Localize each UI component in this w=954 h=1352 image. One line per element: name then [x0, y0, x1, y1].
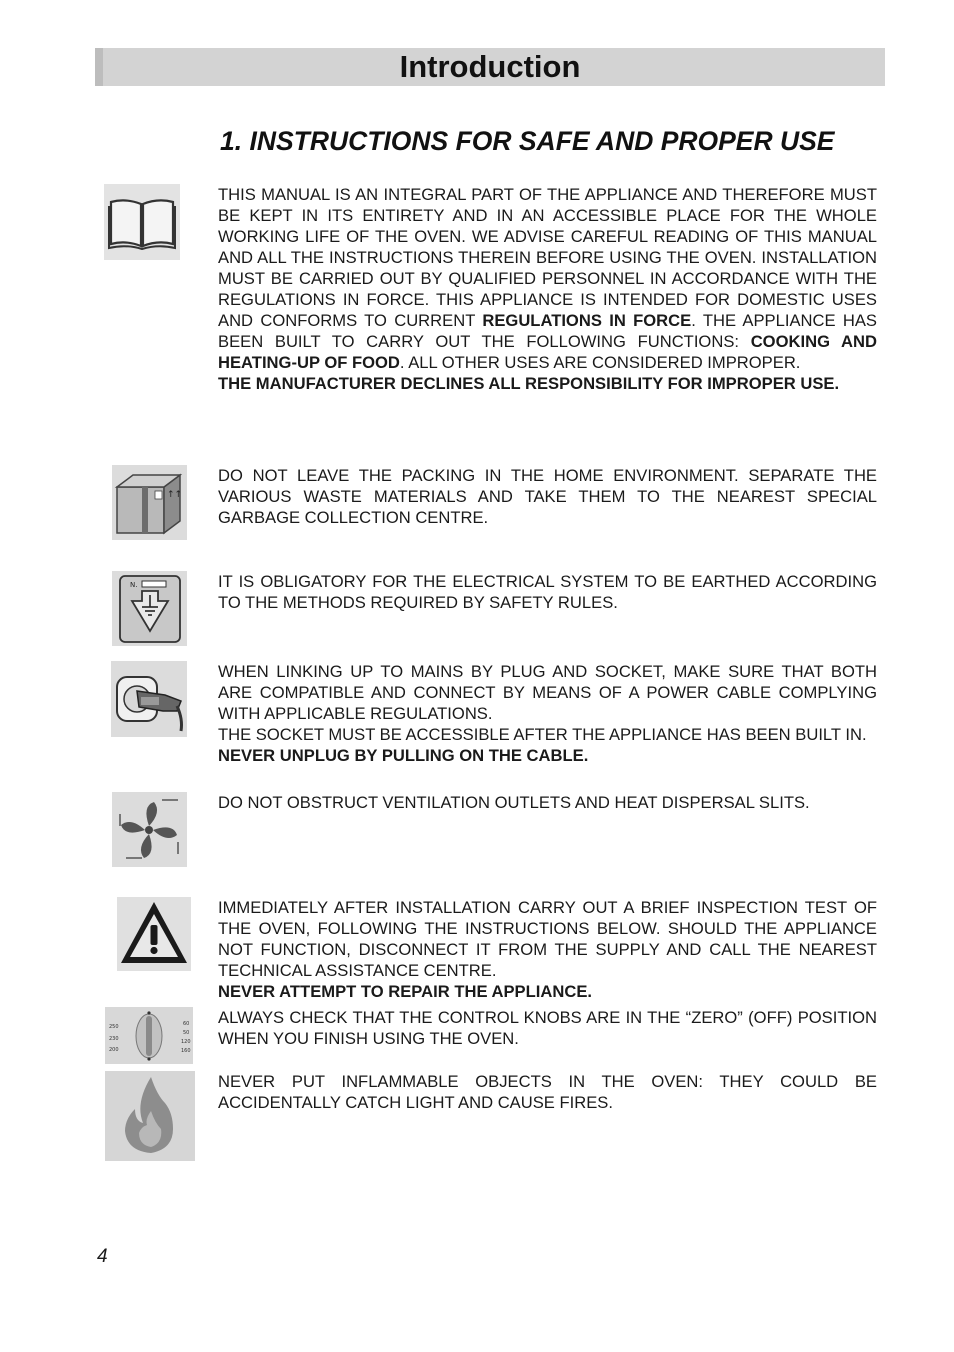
- header-bar: [95, 48, 885, 86]
- fire-paragraph: [218, 1071, 877, 1113]
- plug-socket-icon: [111, 661, 187, 737]
- knob-scale-right-1: 60: [183, 1021, 190, 1027]
- inspection-warning: NEVER ATTEMPT TO REPAIR THE APPLIANCE.: [218, 982, 592, 1001]
- packing-paragraph: [218, 465, 877, 528]
- open-book-icon: [104, 184, 180, 260]
- knob-scale-right-4: 160: [181, 1048, 191, 1054]
- knob-scale-right-3: 120: [181, 1039, 191, 1045]
- page-title: Introduction: [399, 49, 581, 84]
- plug-paragraph: [218, 661, 877, 766]
- knob-scale-left-2: 230: [109, 1036, 119, 1042]
- manual-text-3: . ALL OTHER USES ARE CONSIDERED IMPROPER.: [399, 353, 801, 372]
- plug-text-1: WHEN LINKING UP TO MAINS BY PLUG AND SOCKET, MAKE SURE THAT BOTH ARE COMPATIBLE AND CONNECT BY MEANS OF A POWER CABLE COMPLYING WITH APPLICABLE REGULATIONS.: [218, 662, 877, 723]
- warning-triangle-icon: [117, 897, 191, 971]
- manual-text-1: THIS MANUAL IS AN INTEGRAL PART OF THE APPLIANCE AND THEREFORE MUST BE KEPT IN ITS ENTIRETY AND IN AN ACCESSIBLE PLACE FOR THE WHOLE WORKING LIFE OF THE OVEN. WE ADVISE CAREFUL READING OF THIS MANUAL AND ALL THE INSTRUCTIONS THEREIN BEFORE USING THE OVEN. INSTALLATION MUST BE CARRIED OUT BY QUALIFIED PERSONNEL IN ACCORDANCE WITH THE REGULATIONS IN FORCE. THIS APPLIANCE IS INTENDED FOR DOMESTIC USES AND CONFORMS TO CURRENT: [218, 185, 877, 330]
- manual-bold-1: REGULATIONS IN FORCE: [482, 311, 692, 330]
- inspection-paragraph: [218, 897, 877, 1002]
- ventilation-paragraph: [218, 792, 877, 813]
- earthing-paragraph: [218, 571, 877, 613]
- svg-text:↑↑: ↑↑: [167, 490, 183, 500]
- page-number: 4: [97, 1246, 108, 1267]
- control-knob-icon: [105, 1007, 193, 1064]
- earthing-text: IT IS OBLIGATORY FOR THE ELECTRICAL SYSTEM TO BE EARTHED ACCORDING TO THE METHODS REQUIRED BY SAFETY RULES.: [218, 572, 877, 612]
- section-title: 1. INSTRUCTIONS FOR SAFE AND PROPER USE: [220, 126, 835, 156]
- knob-scale-left-3: 200: [109, 1047, 119, 1053]
- flame-icon: [105, 1071, 195, 1161]
- manual-bold-2: COOKING AND HEATING-UP OF FOOD: [218, 332, 877, 372]
- inspection-text: IMMEDIATELY AFTER INSTALLATION CARRY OUT A BRIEF INSPECTION TEST OF THE OVEN, FOLLOWING THE INSTRUCTIONS BELOW. SHOULD THE APPLIANCE NOT FUNCTION, DISCONNECT IT FROM THE SUPPLY AND CALL THE NEAREST TECHNICAL ASSISTANCE CENTRE.: [218, 898, 877, 980]
- plug-warning: NEVER UNPLUG BY PULLING ON THE CABLE.: [218, 746, 589, 765]
- knob-scale-right-2: 50: [183, 1030, 190, 1036]
- packing-text: DO NOT LEAVE THE PACKING IN THE HOME ENVIRONMENT. SEPARATE THE VARIOUS WASTE MATERIALS AND TAKE THEM TO THE NEAREST SPECIAL GARBAGE COLLECTION CENTRE.: [218, 466, 877, 527]
- earth-ground-icon: [112, 571, 187, 646]
- knobs-paragraph: [218, 1007, 877, 1049]
- knob-scale-left-1: 250: [109, 1024, 119, 1030]
- ventilation-text: DO NOT OBSTRUCT VENTILATION OUTLETS AND HEAT DISPERSAL SLITS.: [218, 793, 810, 812]
- svg-text:N.: N.: [130, 581, 138, 589]
- manual-text-2: . THE APPLIANCE HAS BEEN BUILT TO CARRY OUT THE FOLLOWING FUNCTIONS:: [218, 311, 877, 351]
- manual-paragraph: [218, 184, 877, 394]
- fire-text: NEVER PUT INFLAMMABLE OBJECTS IN THE OVEN: THEY COULD BE ACCIDENTALLY CATCH LIGHT AND CAUSE FIRES.: [218, 1072, 877, 1112]
- packing-box-icon: [112, 465, 187, 540]
- plug-text-2: THE SOCKET MUST BE ACCESSIBLE AFTER THE APPLIANCE HAS BEEN BUILT IN.: [218, 725, 867, 744]
- knobs-text: ALWAYS CHECK THAT THE CONTROL KNOBS ARE IN THE “ZERO” (OFF) POSITION WHEN YOU FINISH USING THE OVEN.: [218, 1008, 877, 1048]
- manual-warning: THE MANUFACTURER DECLINES ALL RESPONSIBILITY FOR IMPROPER USE.: [218, 374, 840, 393]
- fan-ventilation-icon: [112, 792, 187, 867]
